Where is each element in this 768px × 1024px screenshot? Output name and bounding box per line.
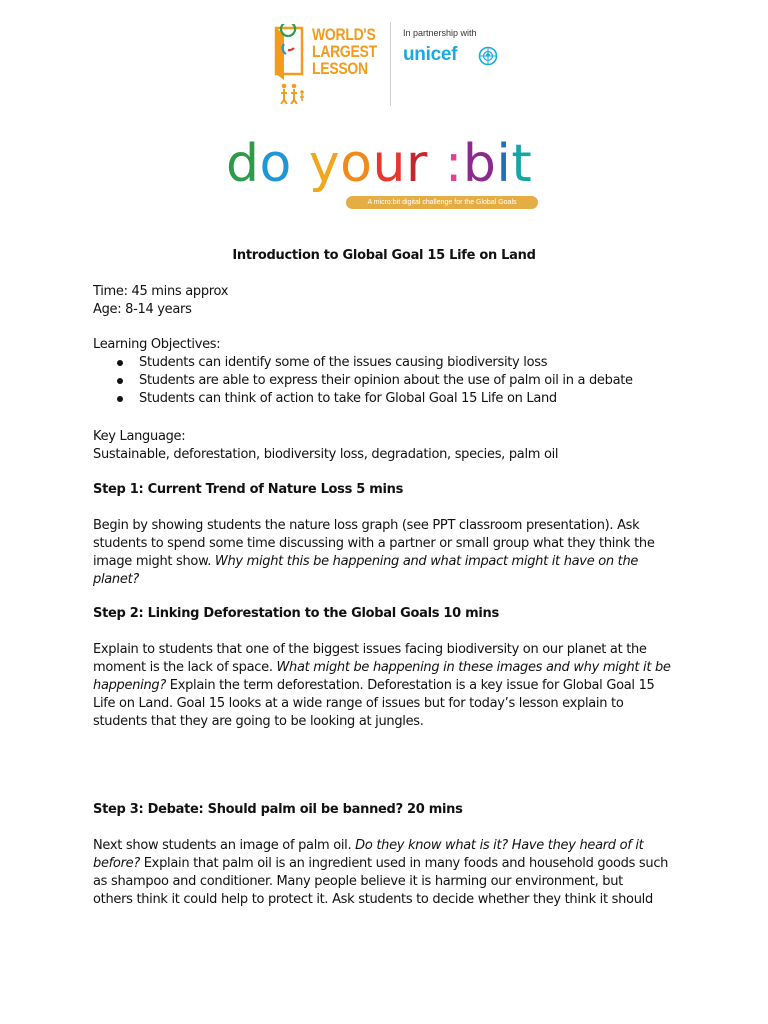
wordmark-letter: o — [340, 134, 373, 194]
list-item: Students can think of action to take for Global Goal 15 Life on Land — [93, 390, 683, 408]
worlds-largest-lesson-book-icon — [272, 24, 308, 104]
step-2-heading: Step 2: Linking Deforestation to the Global Goals 10 mins — [93, 606, 499, 621]
wordmark-letter: b — [462, 134, 497, 194]
paragraph-line — [93, 855, 683, 873]
key-language-heading: Key Language: — [93, 429, 186, 444]
step-1-body — [93, 517, 683, 589]
wll-line-1: WORLD'S — [312, 25, 376, 44]
unicef-logo-text: unicef — [403, 44, 458, 65]
paragraph-line — [93, 837, 683, 855]
worlds-largest-lesson-logo-text — [312, 26, 377, 77]
step-3-body — [93, 837, 683, 909]
do-your-bit-wordmark — [226, 132, 532, 196]
step-2-body — [93, 641, 683, 731]
wll-line-2: LARGEST — [312, 42, 377, 61]
wordmark-letter: d — [226, 134, 260, 194]
wordmark-letter — [428, 132, 445, 196]
italic-question: before? — [93, 856, 140, 871]
lesson-meta — [93, 283, 683, 319]
step-1-heading: Step 1: Current Trend of Nature Loss 5 mins — [93, 482, 404, 497]
paragraph-line — [93, 553, 683, 571]
italic-question: What might be happening in these images and why might it be — [276, 660, 671, 675]
partnership-label: In partnership with — [403, 28, 477, 38]
key-language — [93, 428, 683, 464]
wordmark-letter: u — [372, 134, 406, 194]
header-logos — [272, 22, 502, 106]
lesson-title: Introduction to Global Goal 15 Life on Land — [232, 248, 536, 263]
wordmark-letter: y — [308, 134, 341, 194]
wordmark-letter: t — [511, 134, 533, 194]
text-run: Explain the term deforestation. Deforestation is a key issue for Global Goal 15 — [165, 678, 655, 693]
paragraph-line — [93, 659, 683, 677]
age-text: Age: 8-14 years — [93, 302, 192, 317]
wordmark-letter: o — [259, 134, 292, 194]
learning-objectives — [93, 336, 683, 408]
paragraph-line: Explain to students that one of the biggest issues facing biodiversity on our planet at the — [93, 642, 647, 657]
text-run: Next show students an image of palm oil. — [93, 838, 356, 853]
list-item: Students are able to express their opinion about the use of palm oil in a debate — [93, 372, 683, 390]
paragraph-line: Begin by showing students the nature loss graph (see PPT classroom presentation). Ask — [93, 518, 640, 533]
italic-question: happening? — [93, 678, 166, 693]
italic-question: Why might this be happening and what impact might it have on the — [214, 554, 639, 569]
italic-question: Do they know what is it? Have they heard of it — [355, 838, 644, 853]
italic-question: planet? — [93, 572, 139, 587]
step-3-heading: Step 3: Debate: Should palm oil be banned? 20 mins — [93, 802, 463, 817]
paragraph-line: Life on Land. Goal 15 looks at a wide range of issues but for today’s lesson explain to — [93, 696, 624, 711]
paragraph-line: as shampoo and conditioner. Many people believe it is harming our environment, but — [93, 874, 623, 889]
text-run: moment is the lack of space. — [93, 660, 277, 675]
list-item: Students can identify some of the issues causing biodiversity loss — [93, 354, 683, 372]
do-your-bit-tagline: A micro:bit digital challenge for the Global Goals — [346, 196, 538, 209]
wordmark-letter — [292, 132, 309, 196]
objectives-list — [93, 354, 683, 408]
logo-divider — [390, 22, 391, 106]
paragraph-line: others think it could help to protect it. Ask students to decide whether they think it should — [93, 892, 653, 907]
wll-line-3: LESSON — [312, 59, 368, 78]
key-language-text: Sustainable, deforestation, biodiversity loss, degradation, species, palm oil — [93, 447, 559, 462]
unicef-globe-icon — [478, 46, 498, 66]
wordmark-letter: i — [496, 134, 512, 194]
objectives-heading: Learning Objectives: — [93, 337, 221, 352]
do-your-bit-logo — [218, 132, 548, 216]
paragraph-line: students to spend some time discussing with a partner or small group what they think the — [93, 536, 655, 551]
paragraph-line: students that they are going to be looking at jungles. — [93, 714, 424, 729]
text-run: Explain that palm oil is an ingredient used in many foods and household goods such — [139, 856, 669, 871]
wordmark-letter: r — [405, 134, 428, 194]
text-run: image might show. — [93, 554, 215, 569]
time-text: Time: 45 mins approx — [93, 284, 229, 299]
wordmark-letter: : — [444, 134, 463, 194]
paragraph-line — [93, 677, 683, 695]
